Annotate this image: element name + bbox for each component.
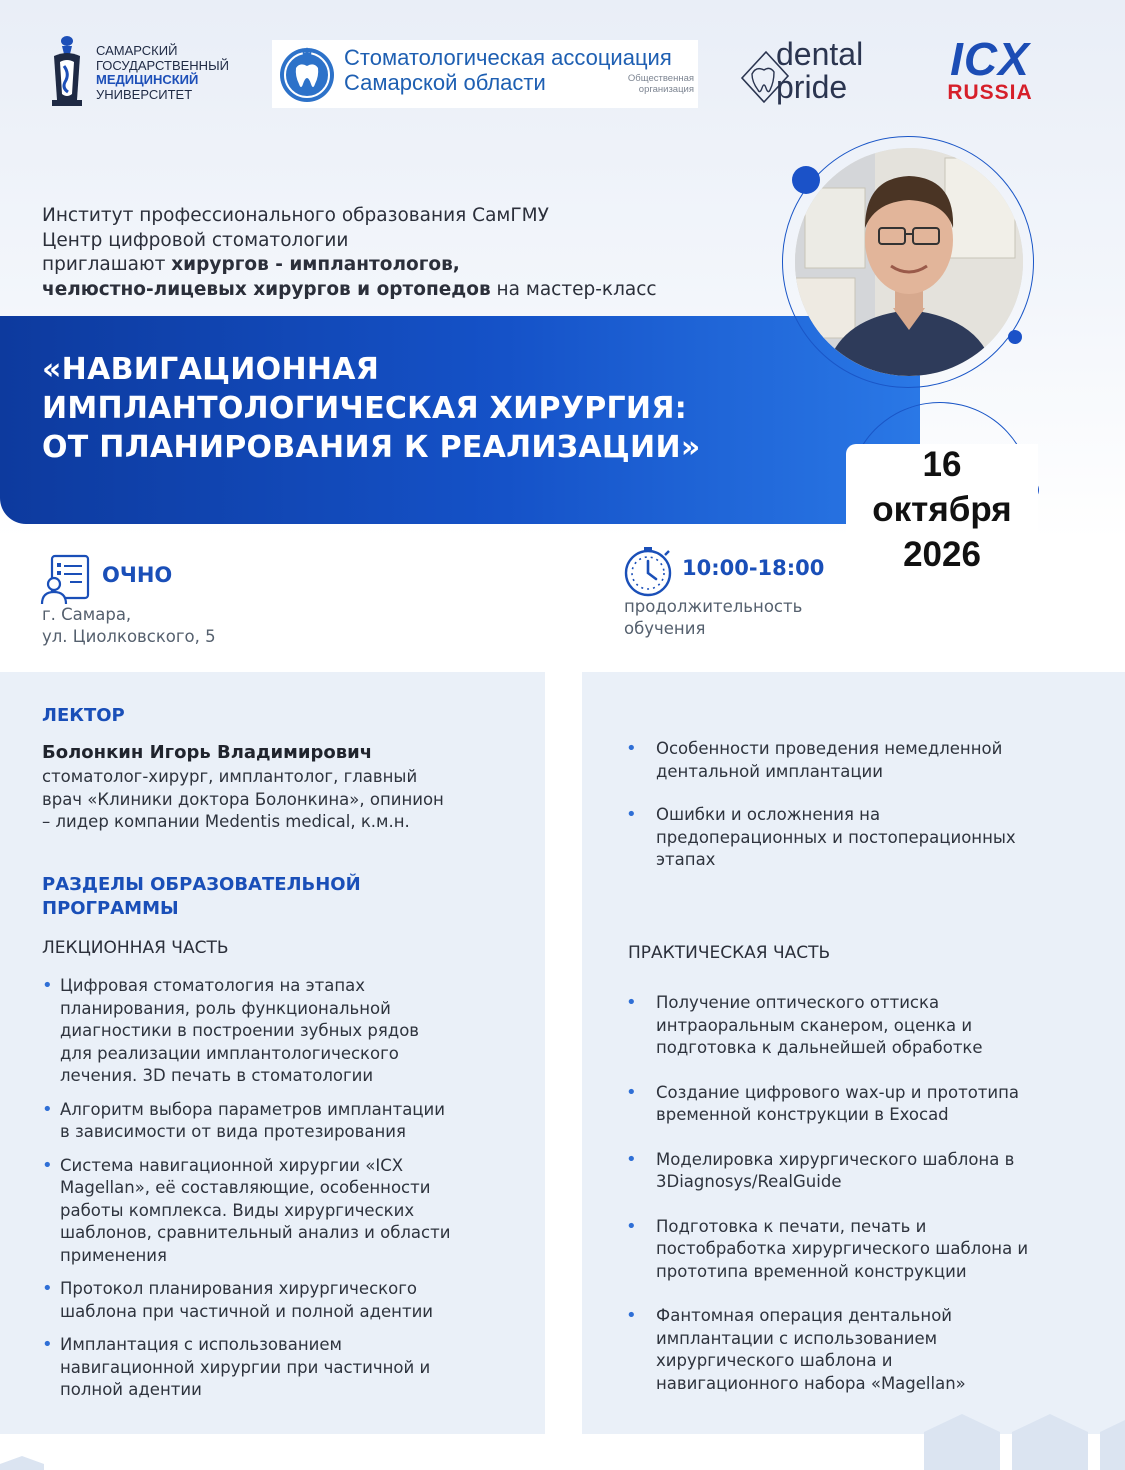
dental-pride-logo <box>736 38 886 108</box>
lector-description <box>42 766 444 834</box>
program-heading <box>42 873 361 921</box>
intro-line: Центр цифровой стоматологии <box>42 229 349 251</box>
list-item: • Получение оптического оттиска интраоральным сканером, оценка и подготовка к дальнейшей обработке <box>626 992 1096 1060</box>
course-title-line: ИМПЛАНТОЛОГИЧЕСКАЯ ХИРУРГИЯ: <box>42 391 688 426</box>
intro-line-prefix: приглашают <box>42 254 172 275</box>
intro-text <box>42 204 657 302</box>
association-title-line: Стоматологическая ассоциация <box>344 45 672 70</box>
decor-corner <box>0 1456 50 1470</box>
list-item: • Подготовка к печати, печать и постобработка хирургического шаблона и прототипа временной конструкции <box>626 1216 1096 1284</box>
format-label: ОЧНО <box>102 563 173 587</box>
association-subtitle-line: организация <box>638 84 694 95</box>
lecture-list <box>42 975 522 1413</box>
address-line: ул. Циолковского, 5 <box>42 627 216 646</box>
list-item: • Алгоритм выбора параметров имплантации в зависимости от вида протезирования <box>42 1099 522 1144</box>
lector-heading: ЛЕКТОР <box>42 705 125 726</box>
event-date-month: октября <box>872 490 1012 529</box>
association-subtitle-line: Общественная <box>627 73 694 84</box>
lector-name: Болонкин Игорь Владимирович <box>42 742 373 763</box>
format-address <box>42 604 216 648</box>
intro-line-suffix: на мастер-класс <box>490 278 657 300</box>
association-title <box>344 45 672 95</box>
lecture-heading: ЛЕКЦИОННАЯ ЧАСТЬ <box>42 938 229 958</box>
samgmu-line: САМАРСКИЙ <box>96 43 178 58</box>
icx-country: RUSSIA <box>947 81 1033 104</box>
event-date-year: 2026 <box>903 535 981 574</box>
tooth-logo-icon <box>278 44 336 104</box>
schedule-caption <box>624 596 802 640</box>
intro-line <box>42 278 657 303</box>
association-logo <box>272 40 698 108</box>
course-title <box>42 350 701 467</box>
association-subtitle <box>628 73 694 95</box>
course-title-line: «НАВИГАЦИОННАЯ <box>42 352 380 387</box>
icx-logo <box>940 33 1040 106</box>
list-item: • Цифровая стоматология на этапах планирования, роль функциональной диагностики в построении зубных рядов для реализации имплантологического лечения. 3D печать в стоматологии <box>42 975 522 1088</box>
list-item: • Имплантация с использованием навигационной хирургии при частичной и полной адентии <box>42 1334 522 1402</box>
intro-line: Институт профессионального образования СамГМУ <box>42 205 549 226</box>
samgmu-name <box>96 44 229 102</box>
checklist-person-icon <box>40 554 92 606</box>
list-item: • Ошибки и осложнения на предоперационных и постоперационных этапах <box>626 804 1096 872</box>
event-date <box>846 442 1038 577</box>
lector-photo <box>795 148 1023 376</box>
icx-name: ICX <box>950 33 1030 85</box>
samgmu-line: МЕДИЦИНСКИЙ <box>96 72 199 87</box>
lector-description-line: – лидер компании Medentis medical, к.м.н. <box>42 812 410 831</box>
samgmu-logo <box>44 34 90 108</box>
schedule-caption-line: обучения <box>624 619 706 638</box>
audience-text: челюстно-лицевых хирургов и ортопедов <box>42 278 491 300</box>
schedule-caption-line: продолжительность <box>624 597 803 616</box>
list-item: • Система навигационной хирургии «ICX Magellan», её составляющие, особенности работы комплекса. Виды хирургических шаблонов, сравнительный анализ и области применения <box>42 1155 522 1268</box>
list-item: • Создание цифрового wax-up и прототипа временной конструкции в Exocad <box>626 1082 1096 1127</box>
lector-description-line: врач «Клиники доктора Болонкина», опинион <box>42 789 444 809</box>
dental-pride-word: pride <box>776 69 848 105</box>
decor-dot <box>1008 330 1022 344</box>
samgmu-line: ГОСУДАРСТВЕННЫЙ <box>96 57 229 73</box>
audience-text: хирургов - имплантологов, <box>171 254 460 275</box>
list-item: • Протокол планирования хирургического шаблона при частичной и полной адентии <box>42 1278 522 1323</box>
event-date-day: 16 <box>922 445 962 484</box>
schedule-time: 10:00-18:00 <box>682 556 825 580</box>
address-line: г. Самара, <box>42 605 132 624</box>
lector-description-line: стоматолог-хирург, имплантолог, главный <box>42 767 418 786</box>
course-title-line: ОТ ПЛАНИРОВАНИЯ К РЕАЛИЗАЦИИ» <box>42 430 701 465</box>
decor-houses <box>920 1408 1125 1470</box>
university-emblem-icon <box>44 34 90 108</box>
stopwatch-icon <box>622 546 674 598</box>
lecture-list-continued <box>626 738 1096 872</box>
list-item: • Моделировка хирургического шаблона в 3Diagnosys/RealGuide <box>626 1149 1096 1194</box>
list-item: • Фантомная операция дентальной имплантации с использованием хирургического шаблона и навигационного набора «Magellan» <box>626 1305 1096 1395</box>
intro-line <box>42 253 657 278</box>
practice-list <box>626 992 1096 1395</box>
decor-dot <box>792 166 820 194</box>
practice-heading: ПРАКТИЧЕСКАЯ ЧАСТЬ <box>628 943 831 963</box>
samgmu-line: УНИВЕРСИТЕТ <box>96 86 193 102</box>
list-item: • Особенности проведения немедленной дентальной имплантации <box>626 738 1096 783</box>
association-title-line: Самарской области <box>344 70 546 95</box>
program-heading-line: ПРОГРАММЫ <box>42 898 179 919</box>
dental-pride-word: dental <box>776 36 864 72</box>
program-heading-line: РАЗДЕЛЫ ОБРАЗОВАТЕЛЬНОЙ <box>42 874 361 895</box>
